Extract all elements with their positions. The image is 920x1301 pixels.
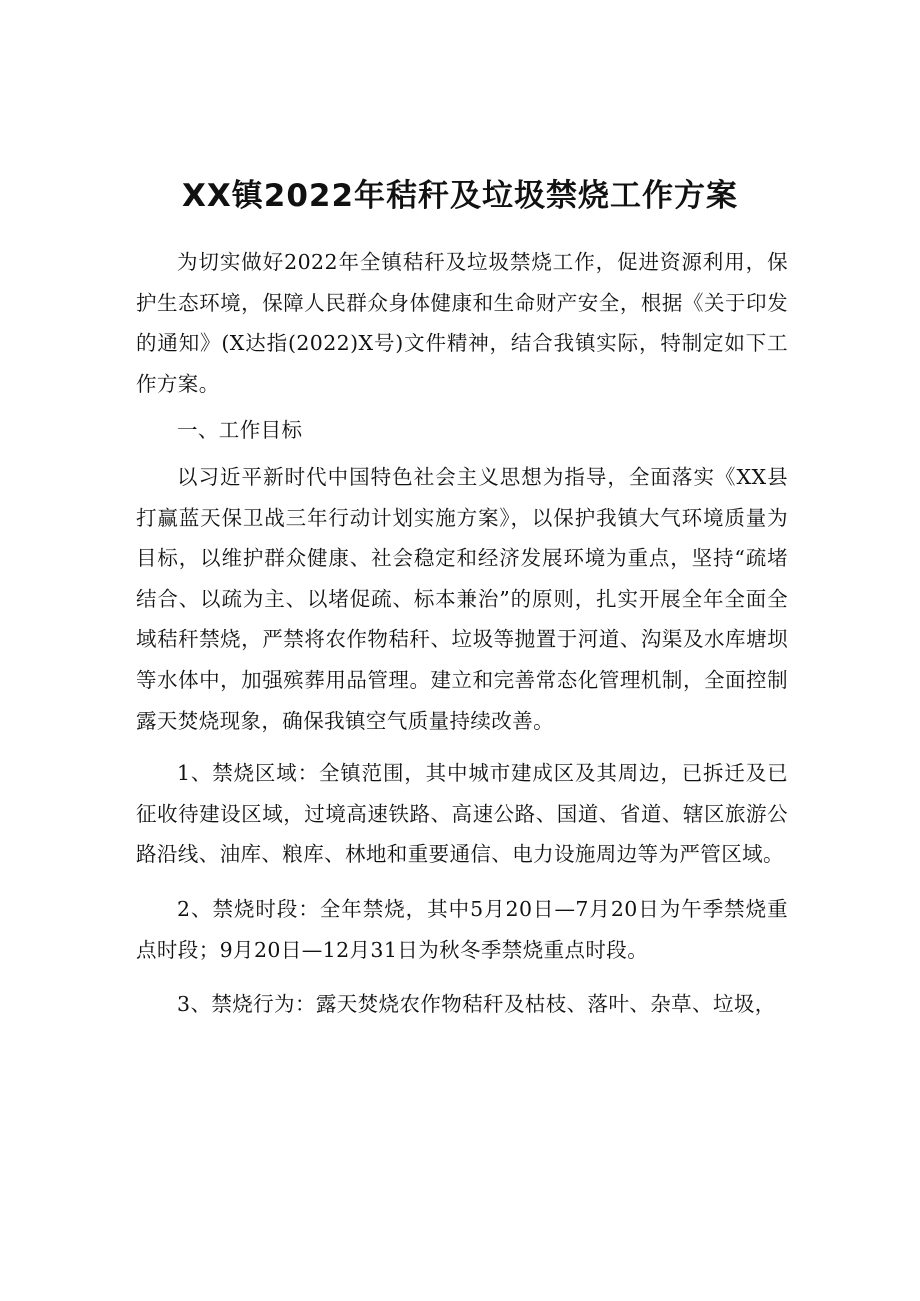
item-burn-ban-period: 2、禁烧时段：全年禁烧，其中5月20日—7月20日为午季禁烧重点时段；9月20日—12月31日为秋冬季禁烧重点时段。: [136, 896, 788, 962]
item-burn-ban-area: 1、禁烧区域：全镇范围，其中城市建成区及其周边，已拆迁及已征收待建设区域，过境高速铁路、高速公路、国道、省道、辖区旅游公路沿线、油库、粮库、林地和重要通信、电力设施周边等为严管区域。: [136, 761, 788, 867]
document-body: [136, 242, 788, 1025]
spacer: [136, 741, 788, 753]
document-title: XX镇2022年秸秆及垃圾禁烧工作方案: [181, 178, 739, 214]
item-burn-ban-behavior: 3、禁烧行为：露天焚烧农作物秸秆及枯枝、落叶、杂草、垃圾，: [177, 992, 776, 1017]
intro-paragraph: 为切实做好2022年全镇秸秆及垃圾禁烧工作，促进资源利用，保护生态环境，保障人民群众身体健康和生命财产安全，根据《关于印发的通知》(X达指(2022)X号)文件精神，结合我镇实际，特制定如下工作方案。: [136, 250, 788, 396]
spacer: [136, 970, 788, 984]
section-heading-work-goal: 一、工作目标: [177, 418, 303, 443]
spacer: [136, 875, 788, 889]
section-paragraph-work-goal: 以习近平新时代中国特色社会主义思想为指导，全面落实《XX县打赢蓝天保卫战三年行动计划实施方案》，以保护我镇大气环境质量为目标，以维护群众健康、社会稳定和经济发展环境为重点，坚持“疏堵结合、以疏为主、以堵促疏、标本兼治”的原则，扎实开展全年全面全域秸秆禁烧，严禁将农作物秸秆、垃圾等抛置于河道、沟渠及水库塘坝等水体中，加强殡葬用品管理。建立和完善常态化管理机制，全面控制露天焚烧现象，确保我镇空气质量持续改善。: [136, 464, 788, 733]
